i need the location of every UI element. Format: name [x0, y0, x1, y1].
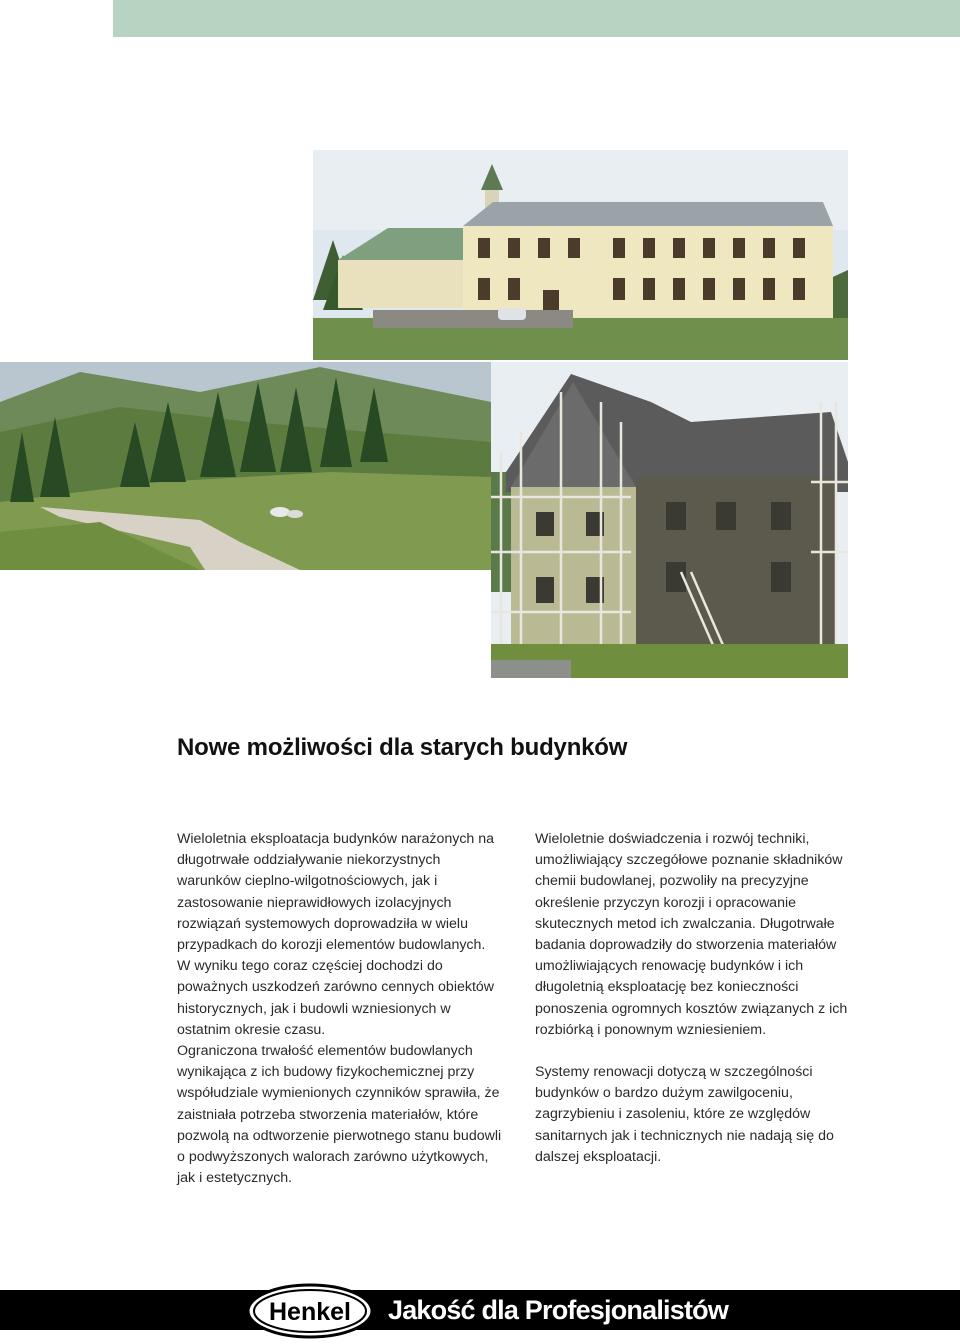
left-text-column: [177, 829, 502, 1189]
right-text-column: [535, 829, 860, 1168]
right-paragraph-2: Systemy renowacji dotyczą w szczególności budynków o bardzo dużym zawilgoceniu, zagrzybieniu i zasoleniu, które ze względów sanitarnych jak i technicznych nie nadają się do dalszej eksploatacji.: [535, 1064, 834, 1165]
photo-mountain-landscape: [0, 362, 491, 570]
page-title: Nowe możliwości dla starych budynków: [177, 734, 628, 761]
henkel-logo: [246, 1283, 374, 1339]
left-paragraph-2: Ograniczona trwałość elementów budowlanych wynikająca z ich budowy fizykochemicznej przy współudziale wymienionych czynników sprawiła, że zaistniała potrzeba stworzenia materiałów, które pozwolą na odtworzenie pierwotnego stanu budowli o podwyższonych walorach zarówno użytkowych, jak i estetycznych.: [177, 1043, 502, 1187]
footer-slogan: Jakość dla Profesjonalistów: [388, 1295, 729, 1325]
right-paragraph-1: Wieloletnie doświadczenia i rozwój techniki, umożliwiający szczegółowe poznanie składników chemii budowlanej, pozwoliły na precyzyjne określenie przyczyn korozji i opracowanie skutecznych metod ich zwalczania. Długotrwałe badania doprowadziły do stworzenia materiałów umożliwiających renowację budynków i ich długoletnią eksploatację bez konieczności ponoszenia ogromnych kosztów związanych z ich rozbiórką i ponownym wzniesieniem.: [535, 831, 848, 1038]
top-color-band: [113, 0, 960, 37]
photo-historic-palace: [313, 150, 848, 360]
left-paragraph-1: Wieloletnia eksploatacja budynków narażonych na długotrwałe oddziaływanie niekorzystnych warunków cieplno-wilgotnościowych, jak i zastosowanie nieprawidłowych izolacyjnych rozwiązań systemowych doprowadziła w wielu przypadkach do korozji elementów budowlanych. W wyniku tego coraz częściej dochodzi do poważnych uszkodzeń zarówno cennych obiektów historycznych, jak i budowli wzniesionych w ostatnim okresie czasu.: [177, 831, 495, 1038]
photo-house-scaffolding: [491, 362, 848, 678]
henkel-logo-text: Henkel: [269, 1298, 351, 1326]
